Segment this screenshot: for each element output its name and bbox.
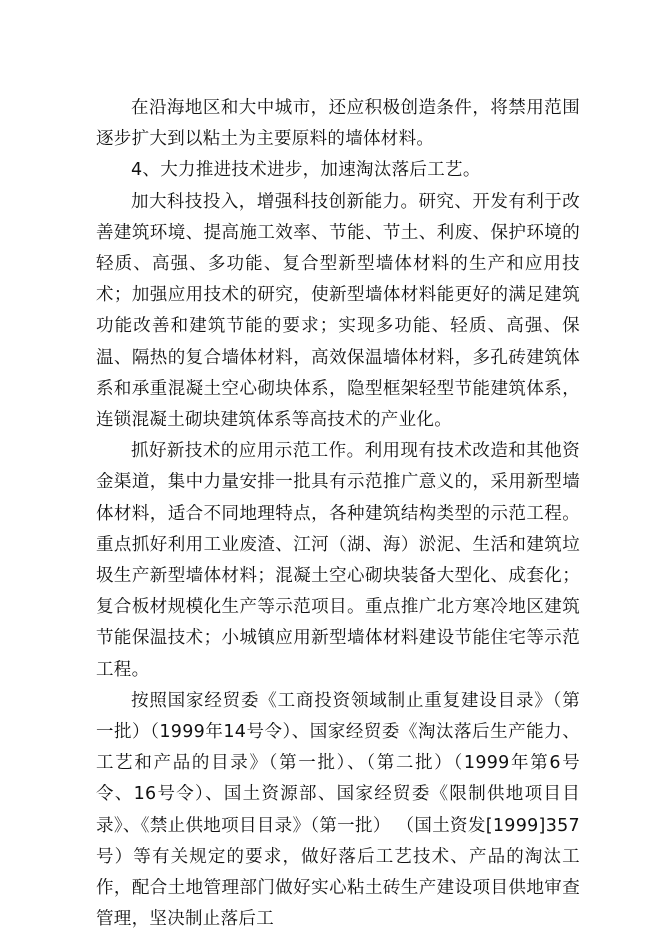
document-body xyxy=(96,93,580,935)
paragraph-ban-expansion: 在沿海地区和大中城市，还应积极创造条件，将禁用范围逐步扩大到以粘土为主要原料的墙体材料。 xyxy=(96,98,580,150)
paragraph-demonstration-projects: 抓好新技术的应用示范工作。利用现有技术改造和其他资金渠道，集中力量安排一批具有示范推广意义的，采用新型墙体材料，适合不同地理特点，各种建筑结构类型的示范工程。重点抓好利用工业废渣、江河（湖、海）淤泥、生活和建筑垃圾生产新型墙体材料；混凝土空心砌块装备大型化、成套化；复合板材规模化生产等示范项目。重点推广北方寒冷地区建筑节能保温技术；小城镇应用新型墙体材料建设节能住宅等示范工程。 xyxy=(96,441,580,680)
paragraph-regulations: 按照国家经贸委《工商投资领域制止重复建设目录》（第一批）（1999年14号令）、国家经贸委《淘汰落后生产能力、工艺和产品的目录》（第一批）、（第二批）（1999年第6号令、16号令）、国土资源部、国家经贸委《限制供地项目目录》、《禁止供地项目目录》（第一批） （国土资发[1999]357号）等有关规定的要求，做好落后工艺技术、产品的淘汰工作，配合土地管理部门做好实心粘土砖生产建设项目供地审查管理，坚决制止落后工 xyxy=(96,690,580,930)
section-heading-technology: 4、大力推进技术进步，加速淘汰落后工艺。 xyxy=(131,160,481,181)
paragraph-research-investment: 加大科技投入，增强科技创新能力。研究、开发有利于改善建筑环境、提高施工效率、节能、节土、利废、保护环境的轻质、高强、多功能、复合型新型墙体材料的生产和应用技术；加强应用技术的研究，使新型墙体材料能更好的满足建筑功能改善和建筑节能的要求；实现多功能、轻质、高强、保温、隔热的复合墙体材料，高效保温墙体材料，多孔砖建筑体系和承重混凝土空心砌块体系，隐型框架轻型节能建筑体系，连锁混凝土砌块建筑体系等高技术的产业化。 xyxy=(96,191,580,431)
